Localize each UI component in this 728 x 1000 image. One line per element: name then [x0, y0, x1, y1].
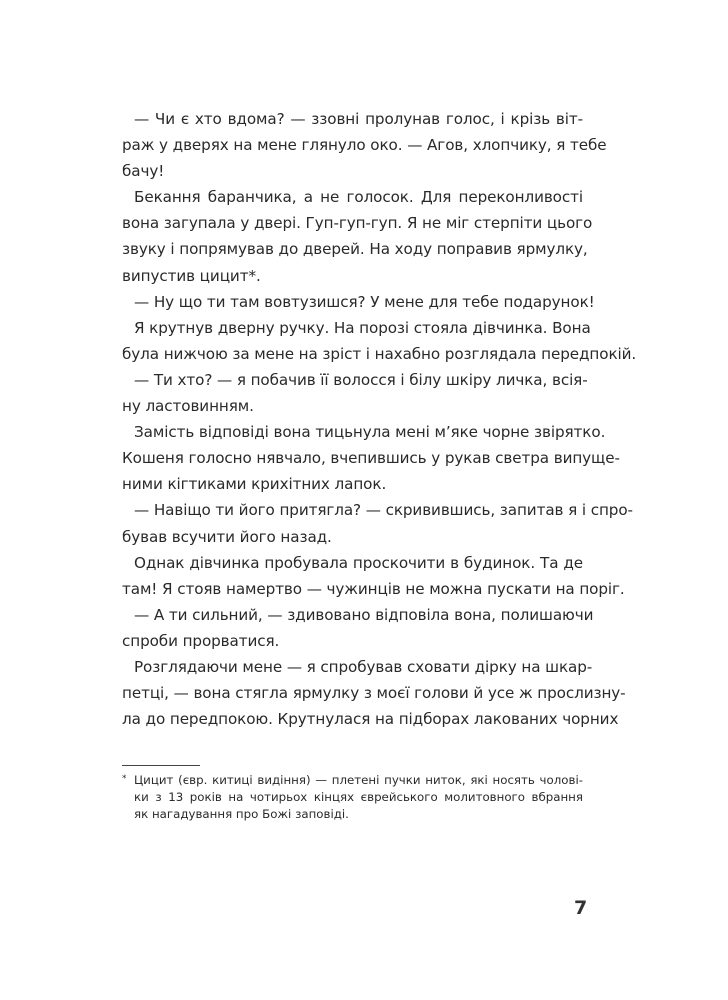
text-line: раж у дверях на мене глянуло око. — Агов, хлопчику, я тебе — [122, 136, 607, 155]
footnote-text: Цицит (євр. китиці видіння) — плетені пучки ниток, які носять чолові- — [134, 773, 583, 787]
paragraph — [122, 550, 625, 602]
text-line: спроби прорватися. — [122, 631, 280, 650]
paragraph — [122, 654, 626, 732]
text-line: — Чи є хто вдома? — ззовні пролунав голос, і крізь віт- — [134, 110, 583, 128]
footnote-text: як нагадування про Божі заповіді. — [134, 807, 349, 821]
text-line: ними кігтиками крихітних лапок. — [122, 475, 387, 494]
text-line: бачу! — [122, 162, 165, 181]
text-line: Однак дівчинка пробувала проскочити в будинок. Та де — [134, 553, 583, 572]
text-line: ла до передпокою. Крутнулася на підборах лакованих чорних — [122, 710, 619, 729]
text-line: випустив цицит*. — [122, 266, 261, 285]
text-line: — Ну що ти там вовтузишся? У мене для тебе подарунок! — [134, 292, 595, 311]
paragraph — [122, 315, 637, 367]
text-line: там! Я стояв намертво — чужинців не можна пускати на поріг. — [122, 579, 625, 598]
text-line: бував всучити його назад. — [122, 527, 332, 546]
paragraph — [122, 497, 633, 549]
footnote-line — [122, 772, 583, 789]
footnote-mark: * — [122, 774, 127, 784]
paragraph — [122, 419, 620, 497]
text-line: вона загупала у двері. Гуп-гуп-гуп. Я не міг стерпіти цього — [122, 214, 593, 233]
footnote-line — [122, 789, 583, 806]
paragraph — [122, 106, 607, 184]
footnote — [122, 772, 583, 823]
paragraph — [122, 289, 595, 315]
footnote-divider — [122, 765, 200, 766]
text-line: Я крутнув дверну ручку. На порозі стояла дівчинка. Вона — [134, 318, 591, 337]
text-line: — Ти хто? — я побачив її волосся і білу шкіру личка, всія- — [134, 370, 588, 389]
text-line: Розглядаючи мене — я спробував сховати дірку на шкар- — [134, 657, 593, 676]
text-line: Замість відповіді вона тицьнула мені м’яке чорне звірятко. — [134, 423, 606, 442]
paragraph — [122, 184, 593, 288]
footnote-text: ки з 13 років на чотирьох кінцях єврейського молитовного вбрання — [134, 790, 583, 804]
paragraph — [122, 602, 594, 654]
text-line: була нижчою за мене на зріст і нахабно розглядала передпокій. — [122, 344, 637, 363]
footnote-line — [122, 806, 583, 823]
text-line: — Навіщо ти його притягла? — скривившись, запитав я і спро- — [134, 501, 633, 520]
text-line: Кошеня голосно нявчало, вчепившись у рукав светра випуще- — [122, 449, 620, 468]
text-line: Бекання баранчика, а не голосок. Для переконливості — [134, 188, 583, 207]
body-text — [122, 106, 637, 732]
text-line: — А ти сильний, — здивовано відповіла вона, полишаючи — [134, 605, 594, 624]
page-number: 7 — [574, 897, 588, 919]
text-line: петці, — вона стягла ярмулку з моєї голови й усе ж прослизну- — [122, 684, 626, 703]
text-line: звуку і попрямував до дверей. На ходу поправив ярмулку, — [122, 240, 588, 259]
text-line: ну ластовинням. — [122, 397, 254, 416]
paragraph — [122, 367, 588, 419]
